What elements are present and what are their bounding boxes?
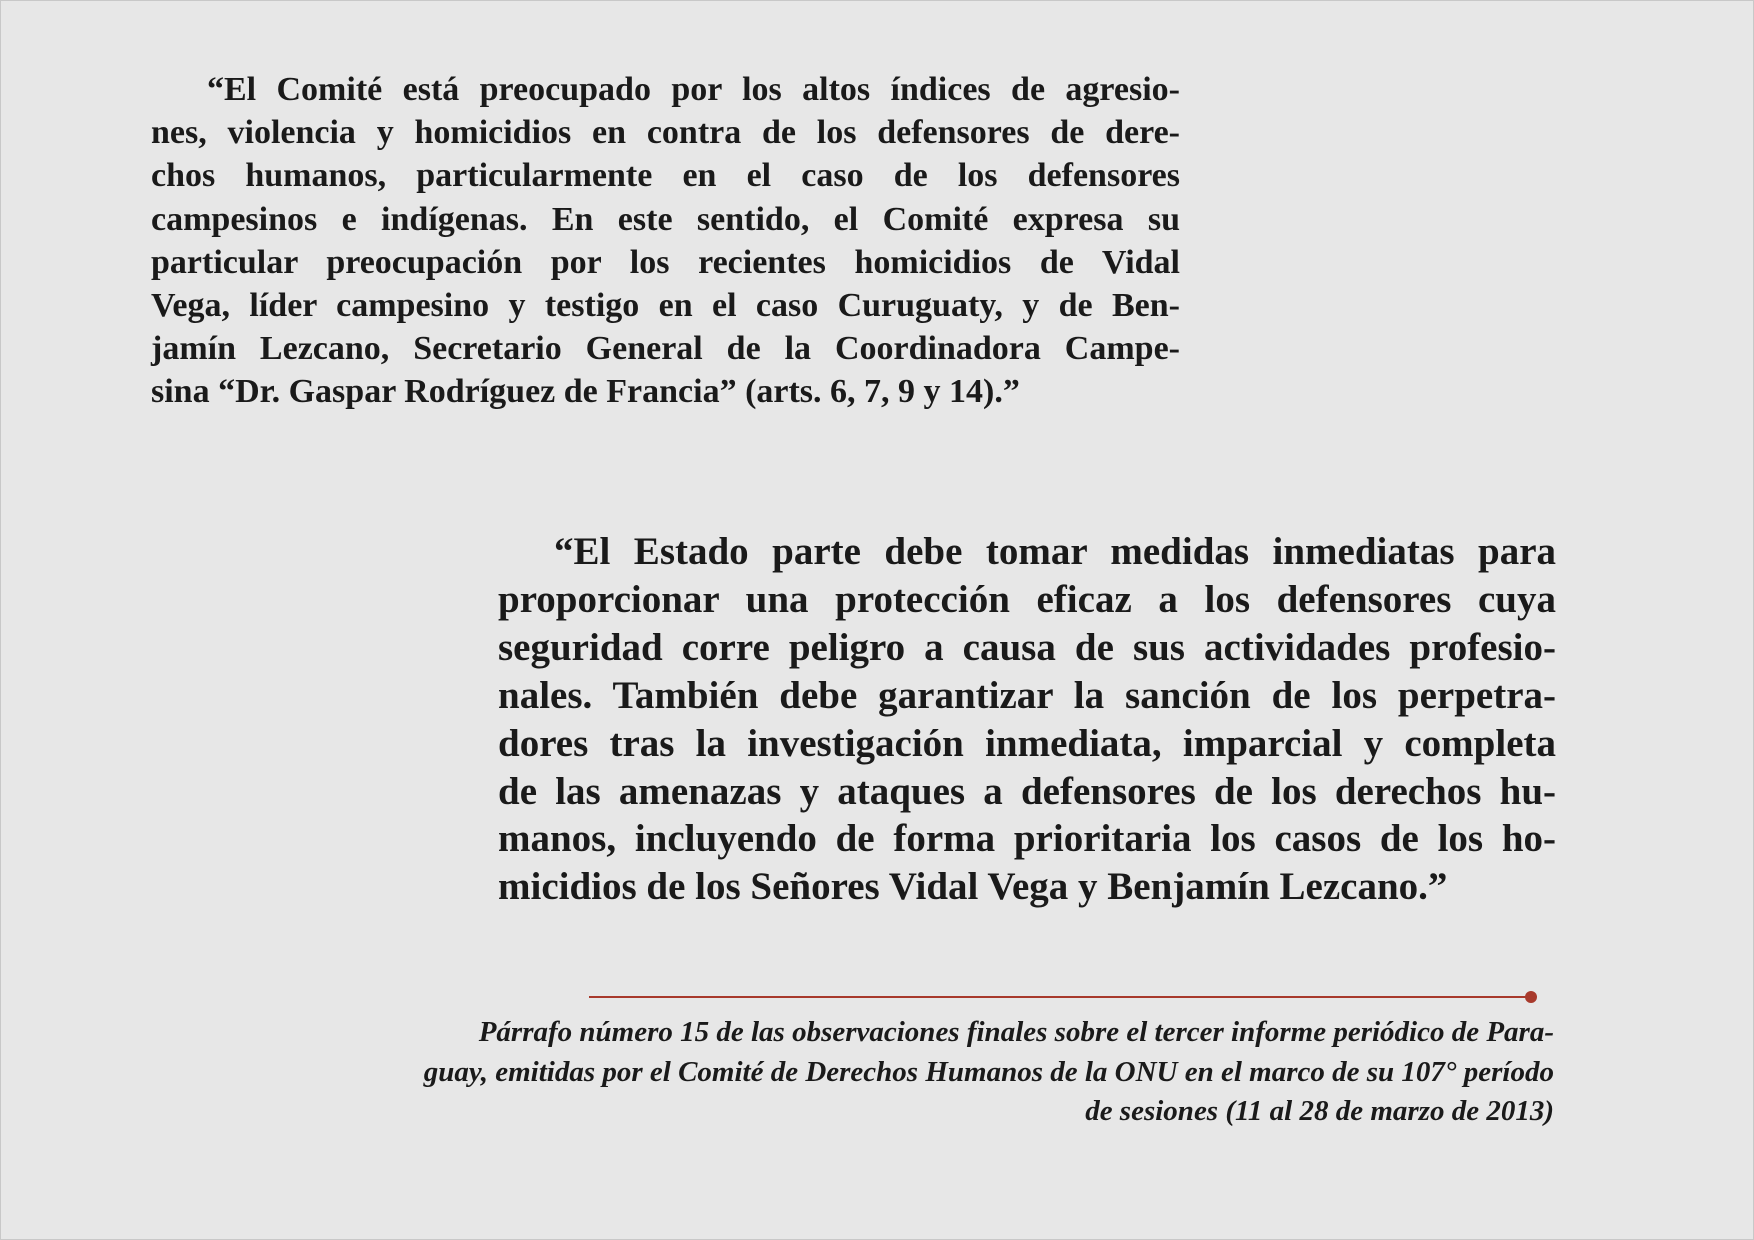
committee-concern-quote [151,68,1180,414]
quote-2-line: “El Estado parte debe tomar medidas inmediatas para [554,530,1556,573]
divider-line [589,996,1529,998]
citation-line: guay, emitidas por el Comité de Derechos Humanos de la ONU en el marco de su 107° período [423,1055,1554,1088]
citation-line: Párrafo número 15 de las observaciones finales sobre el tercer informe periódico de Para- [478,1016,1554,1048]
quote-2-line: nales. También debe garantizar la sanción de los perpetra- [498,673,1556,717]
quote-1-line: particular preocupación por los recientes homicidios de Vidal [151,243,1180,281]
quote-1-line: chos humanos, particularmente en el caso de los defensores [151,157,1180,195]
quote-1-line: Vega, líder campesino y testigo en el caso Curuguaty, y de Ben- [151,287,1180,325]
quote-2-line: micidios de los Señores Vidal Vega y Benjamín Lezcano.” [498,865,1448,909]
quote-1-line: sina “Dr. Gaspar Rodríguez de Francia” (arts. 6, 7, 9 y 14).” [151,373,1020,411]
quote-1-line: nes, violencia y homicidios en contra de los defensores de dere- [151,114,1180,152]
source-citation [240,1013,1554,1132]
quote-1-line: jamín Lezcano, Secretario General de la Coordinadora Campe- [151,330,1180,368]
divider-dot [1525,991,1537,1003]
quote-1-line: “El Comité está preocupado por los altos índices de agresio- [207,71,1180,108]
quote-2-line: manos, incluyendo de forma prioritaria los casos de los ho- [498,817,1556,861]
quote-2-line: de las amenazas y ataques a defensores de los derechos hu- [498,769,1556,813]
quote-1-line: campesinos e indígenas. En este sentido, el Comité expresa su [151,200,1180,238]
quote-2-line: proporcionar una protección eficaz a los defensores cuya [498,577,1556,621]
quote-2-line: dores tras la investigación inmediata, imparcial y completa [498,721,1556,765]
state-obligation-quote [498,528,1556,911]
citation-line: de sesiones (11 al 28 de marzo de 2013) [1085,1095,1554,1127]
quote-2-line: seguridad corre peligro a causa de sus actividades profesio- [498,625,1556,669]
citation-divider [589,990,1537,1004]
